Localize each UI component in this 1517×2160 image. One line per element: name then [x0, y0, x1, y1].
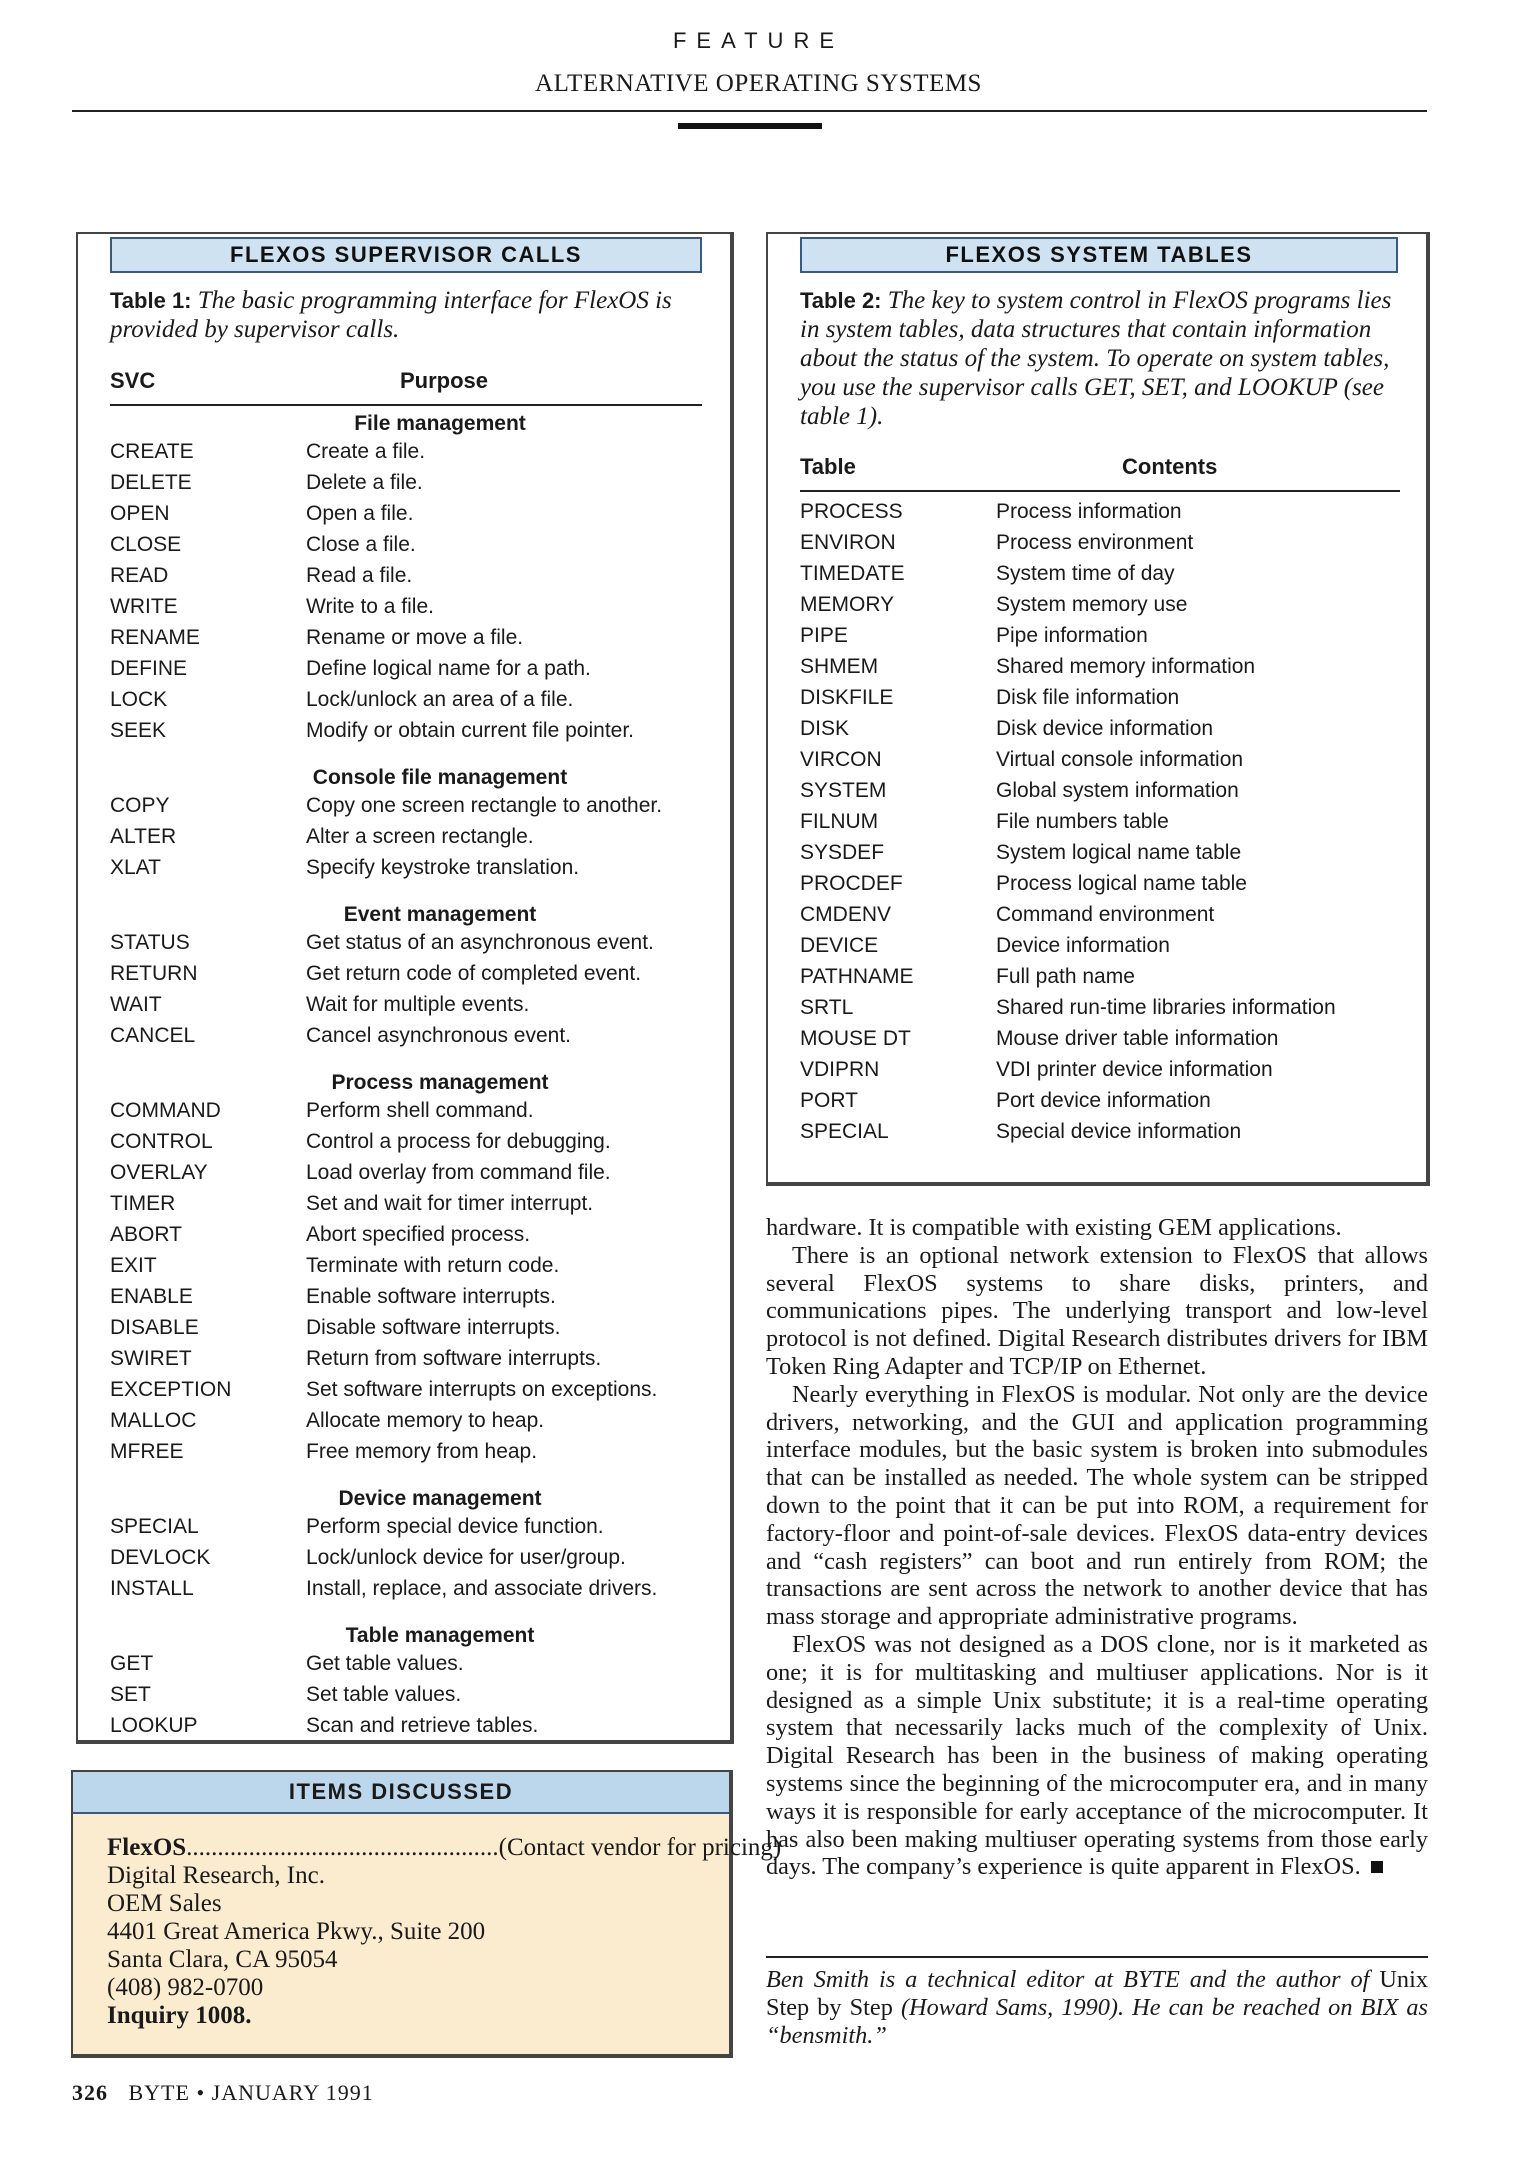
svc-purpose: Modify or obtain current file pointer. — [306, 719, 635, 742]
svc-row — [110, 1157, 710, 1188]
vendor-phone: (408) 982-0700 — [107, 1974, 264, 2001]
svc-purpose: Lock/unlock device for user/group. — [306, 1546, 626, 1569]
page-folio — [72, 2080, 374, 2106]
svc-name: MALLOC — [110, 1409, 197, 1432]
system-table-contents: Process environment — [996, 531, 1194, 554]
system-table-row — [800, 713, 1410, 744]
system-table-row — [800, 837, 1410, 868]
svc-purpose: Set software interrupts on exceptions. — [306, 1378, 658, 1401]
product-line — [107, 1834, 782, 1862]
svc-purpose: Terminate with return code. — [306, 1254, 560, 1277]
svc-name: CREATE — [110, 440, 194, 463]
svc-purpose: Get status of an asynchronous event. — [306, 931, 654, 954]
category-heading: Event management — [343, 903, 537, 926]
system-table-row — [800, 527, 1410, 558]
page-number: 326 — [72, 2080, 108, 2105]
system-table-name: TIMEDATE — [800, 562, 905, 585]
svc-purpose: Install, replace, and associate drivers. — [306, 1577, 658, 1600]
svc-purpose: Allocate memory to heap. — [306, 1409, 545, 1432]
system-tables-title: FLEXOS SYSTEM TABLES — [800, 237, 1398, 273]
system-table-name: CMDENV — [800, 903, 892, 926]
svc-name: DEFINE — [110, 657, 188, 680]
svc-purpose: Wait for multiple events. — [306, 993, 530, 1016]
svc-name: XLAT — [110, 856, 161, 879]
svc-row — [110, 1573, 710, 1604]
system-table-contents: Port device information — [996, 1089, 1211, 1112]
svc-name: SET — [110, 1683, 151, 1706]
bio-book-title: Unix Step by Step — [766, 1966, 1428, 2021]
svc-purpose: Delete a file. — [306, 471, 423, 494]
svc-row — [110, 1219, 710, 1250]
system-table-contents: VDI printer device information — [996, 1058, 1273, 1081]
end-mark-icon — [1371, 1861, 1383, 1873]
svc-name: COMMAND — [110, 1099, 221, 1122]
system-table-contents: Process information — [996, 500, 1182, 523]
svc-name: WRITE — [110, 595, 178, 618]
svc-purpose: Perform shell command. — [306, 1099, 534, 1122]
group-spacer — [110, 1467, 710, 1481]
system-table-name: SYSDEF — [800, 841, 885, 864]
svc-purpose: Return from software interrupts. — [306, 1347, 602, 1370]
system-table-contents: Virtual console information — [996, 748, 1244, 771]
svc-purpose: Close a file. — [306, 533, 416, 556]
svc-row — [110, 653, 710, 684]
svc-row — [110, 1436, 710, 1467]
system-table-name: MOUSE DT — [800, 1027, 911, 1050]
svc-purpose: Disable software interrupts. — [306, 1316, 561, 1339]
svc-purpose: Free memory from heap. — [306, 1440, 538, 1463]
system-table-contents: File numbers table — [996, 810, 1169, 833]
system-table-contents: Full path name — [996, 965, 1135, 988]
svc-name: OVERLAY — [110, 1161, 208, 1184]
system-table-row — [800, 1085, 1410, 1116]
table2-header-rule — [800, 490, 1400, 492]
svc-purpose: Enable software interrupts. — [306, 1285, 556, 1308]
system-table-row — [800, 682, 1410, 713]
svc-name: EXIT — [110, 1254, 157, 1277]
system-table-contents: Mouse driver table information — [996, 1027, 1279, 1050]
group-spacer — [110, 883, 710, 897]
system-table-contents: Pipe information — [996, 624, 1148, 647]
svc-purpose: Copy one screen rectangle to another. — [306, 794, 663, 817]
system-table-name: SPECIAL — [800, 1120, 889, 1143]
svc-name: EXCEPTION — [110, 1378, 232, 1401]
svc-purpose: Rename or move a file. — [306, 626, 524, 649]
svc-row — [110, 1542, 710, 1573]
system-table-row — [800, 589, 1410, 620]
inquiry-number: Inquiry 1008. — [107, 2002, 252, 2029]
article-paragraph: There is an optional network extension to FlexOS that allows several FlexOS systems to share disks, printers, and communications pipes. The underlying transport and low-level protocol is not defined. Digital Research distributes drivers for IBM Token Ring Adapter and TCP/IP on Ethernet. — [766, 1241, 1428, 1380]
svc-purpose: Get table values. — [306, 1652, 464, 1675]
svc-row — [110, 560, 710, 591]
supervisor-calls-title: FLEXOS SUPERVISOR CALLS — [110, 237, 702, 273]
issue-line: BYTE • JANUARY 1991 — [128, 2080, 374, 2105]
col-header-purpose: Purpose — [400, 368, 489, 393]
table2-caption-label: Table 2: — [800, 288, 882, 313]
svc-row — [110, 1710, 710, 1741]
svc-row — [110, 1511, 710, 1542]
system-table-row — [800, 775, 1410, 806]
table2-rows — [800, 496, 1410, 1147]
group-spacer — [110, 1604, 710, 1618]
svc-purpose: Set and wait for timer interrupt. — [306, 1192, 594, 1215]
category-heading: Process management — [331, 1071, 549, 1094]
svc-name: ALTER — [110, 825, 177, 848]
svc-name: SWIRET — [110, 1347, 192, 1370]
svc-name: COPY — [110, 794, 170, 817]
system-table-contents: Shared run-time libraries information — [996, 996, 1336, 1019]
svc-row — [110, 790, 710, 821]
system-table-row — [800, 992, 1410, 1023]
article-body — [766, 1214, 1428, 1881]
svc-purpose: Specify keystroke translation. — [306, 856, 580, 879]
table2-caption-text: The key to system control in FlexOS programs lies in system tables, data structures that contain information about the status of the system. To operate on system tables, you use the supervisor calls GET, SET, and LOOKUP (see table 1). — [800, 287, 1392, 430]
svc-row — [110, 989, 710, 1020]
category-heading: File management — [354, 412, 526, 435]
group-spacer — [110, 1051, 710, 1065]
category-heading: Table management — [345, 1624, 535, 1647]
system-table-contents: System memory use — [996, 593, 1188, 616]
system-table-name: DISK — [800, 717, 850, 740]
svc-name: DISABLE — [110, 1316, 199, 1339]
col-header-table: Table — [800, 454, 856, 479]
svc-purpose: Lock/unlock an area of a file. — [306, 688, 574, 711]
svc-row — [110, 1405, 710, 1436]
system-table-row — [800, 620, 1410, 651]
system-table-name: SHMEM — [800, 655, 879, 678]
svc-row — [110, 1188, 710, 1219]
svc-row — [110, 1020, 710, 1051]
system-table-row — [800, 558, 1410, 589]
svc-row — [110, 715, 710, 746]
svc-name: ENABLE — [110, 1285, 193, 1308]
system-table-contents: Process logical name table — [996, 872, 1247, 895]
svc-name: CANCEL — [110, 1024, 196, 1047]
system-table-name: PROCESS — [800, 500, 903, 523]
article-paragraph-last — [766, 1631, 1428, 1881]
svc-name: MFREE — [110, 1440, 184, 1463]
svc-name: GET — [110, 1652, 154, 1675]
system-table-row — [800, 496, 1410, 527]
system-table-contents: Global system information — [996, 779, 1239, 802]
system-table-row — [800, 930, 1410, 961]
system-tables-box — [766, 232, 1430, 1186]
system-table-name: ENVIRON — [800, 531, 896, 554]
svc-purpose: Perform special device function. — [306, 1515, 604, 1538]
article-paragraph: Nearly everything in FlexOS is modular. Not only are the device drivers, networking, and the GUI and application programming interface modules, but the basic system is broken into submodules that can be installed as needed. The whole system can be stripped down to the point that it can be put into ROM, a requirement for factory-floor and point-of-sale devices. FlexOS data-entry devices and “cash registers” can boot and run entirely from ROM; the transactions are sent across the network to another device that has mass storage and appropriate administrative programs. — [766, 1380, 1428, 1631]
svc-purpose: Set table values. — [306, 1683, 462, 1706]
system-table-name: SRTL — [800, 996, 854, 1019]
product-name: FlexOS — [107, 1834, 187, 1861]
svc-name: LOCK — [110, 688, 168, 711]
svc-purpose: Abort specified process. — [306, 1223, 531, 1246]
system-table-name: VIRCON — [800, 748, 882, 771]
vendor-company: Digital Research, Inc. — [107, 1862, 325, 1889]
svc-purpose: Load overlay from command file. — [306, 1161, 611, 1184]
svc-purpose: Scan and retrieve tables. — [306, 1714, 539, 1737]
svc-name: WAIT — [110, 993, 162, 1016]
svc-name: LOOKUP — [110, 1714, 198, 1737]
leader-dots: .................................................. — [186, 1834, 499, 1861]
system-table-name: SYSTEM — [800, 779, 887, 802]
svc-name: SEEK — [110, 719, 167, 742]
system-table-row — [800, 806, 1410, 837]
system-table-name: VDIPRN — [800, 1058, 880, 1081]
svc-purpose: Alter a screen rectangle. — [306, 825, 534, 848]
svc-row — [110, 852, 710, 883]
system-table-contents: Command environment — [996, 903, 1215, 926]
svc-purpose: Cancel asynchronous event. — [306, 1024, 571, 1047]
svc-name: TIMER — [110, 1192, 176, 1215]
svc-row — [110, 1312, 710, 1343]
system-table-name: PIPE — [800, 624, 848, 647]
svc-name: INSTALL — [110, 1577, 194, 1600]
items-discussed-body — [73, 1814, 782, 2030]
svc-purpose: Read a file. — [306, 564, 413, 587]
system-table-row — [800, 961, 1410, 992]
system-table-contents: Device information — [996, 934, 1170, 957]
system-table-contents: System logical name table — [996, 841, 1242, 864]
product-price: (Contact vendor for pricing) — [498, 1834, 782, 1861]
svc-purpose: Define logical name for a path. — [306, 657, 591, 680]
svc-purpose: Write to a file. — [306, 595, 434, 618]
svc-row — [110, 1374, 710, 1405]
category-heading: Device management — [338, 1487, 542, 1510]
system-table-name: PORT — [800, 1089, 858, 1112]
svc-row — [110, 1343, 710, 1374]
svc-name: STATUS — [110, 931, 190, 954]
svc-name: ABORT — [110, 1223, 182, 1246]
svc-row — [110, 927, 710, 958]
svc-row — [110, 1095, 710, 1126]
system-table-row — [800, 868, 1410, 899]
svc-purpose: Create a file. — [306, 440, 426, 463]
svc-name: RENAME — [110, 626, 200, 649]
system-table-row — [800, 651, 1410, 682]
svc-row — [110, 958, 710, 989]
svc-name: RETURN — [110, 962, 198, 985]
table1-caption-text: The basic programming interface for FlexOS is provided by supervisor calls. — [110, 287, 672, 343]
svc-name: DEVLOCK — [110, 1546, 211, 1569]
author-bio — [766, 1966, 1428, 2049]
article-paragraph: hardware. It is compatible with existing GEM applications. — [766, 1214, 1342, 1241]
system-table-contents: Special device information — [996, 1120, 1242, 1143]
svc-row — [110, 591, 710, 622]
items-discussed-box — [71, 1770, 782, 2058]
system-table-name: FILNUM — [800, 810, 879, 833]
system-table-contents: Shared memory information — [996, 655, 1256, 678]
header-bar — [678, 123, 822, 129]
svc-name: SPECIAL — [110, 1515, 199, 1538]
bio-text-1: Ben Smith is a technical editor at BYTE and the author of — [766, 1966, 1370, 1993]
svc-name: CLOSE — [110, 533, 182, 556]
system-table-row — [800, 899, 1410, 930]
items-discussed-title: ITEMS DISCUSSED — [73, 1772, 729, 1814]
svc-row — [110, 436, 710, 467]
system-table-contents: Disk device information — [996, 717, 1214, 740]
system-table-name: MEMORY — [800, 593, 895, 616]
table1-rows — [110, 406, 710, 1741]
header-rule — [72, 110, 1427, 112]
col-header-contents: Contents — [1122, 454, 1218, 479]
svc-name: CONTROL — [110, 1130, 213, 1153]
system-table-row — [800, 1116, 1410, 1147]
supervisor-calls-box — [76, 232, 734, 1744]
svc-purpose: Control a process for debugging. — [306, 1130, 611, 1153]
svc-row — [110, 1281, 710, 1312]
svc-name: DELETE — [110, 471, 192, 494]
svc-row — [110, 498, 710, 529]
svc-row — [110, 1648, 710, 1679]
group-spacer — [110, 746, 710, 760]
svc-name: READ — [110, 564, 169, 587]
svc-purpose: Get return code of completed event. — [306, 962, 642, 985]
svc-row — [110, 1126, 710, 1157]
svc-row — [110, 684, 710, 715]
vendor-street: 4401 Great America Pkwy., Suite 200 — [107, 1918, 486, 1945]
table1-caption — [110, 286, 700, 344]
bio-rule — [766, 1956, 1428, 1958]
article-paragraph-text: FlexOS was not designed as a DOS clone, nor is it marketed as one; it is for multitasking and multiuser applications. Nor is it designed as a simple Unix substitute; it is a real-time operating system that necessarily lacks much of the complexity of Unix. Digital Research has been in the business of making operating systems since the beginning of the microcomputer era, and in many ways it is responsible for early acceptance of the microcomputer. It has also been making multiuser operating systems from those early days. The company’s experience is quite apparent in FlexOS. — [766, 1630, 1428, 1881]
table1-caption-label: Table 1: — [110, 288, 192, 313]
system-table-name: PROCDEF — [800, 872, 903, 895]
table2-caption — [800, 286, 1392, 431]
svc-row — [110, 821, 710, 852]
system-table-row — [800, 1023, 1410, 1054]
system-table-contents: System time of day — [996, 562, 1175, 585]
system-table-row — [800, 744, 1410, 775]
vendor-city: Santa Clara, CA 95054 — [107, 1946, 338, 1973]
svc-row — [110, 1679, 710, 1710]
svc-name: OPEN — [110, 502, 170, 525]
system-table-row — [800, 1054, 1410, 1085]
bio-text-2: (Howard Sams, 1990). He can be reached on BIX as “bensmith.” — [766, 1993, 1429, 2049]
svc-row — [110, 467, 710, 498]
category-heading: Console file management — [312, 766, 568, 789]
system-table-name: DEVICE — [800, 934, 879, 957]
system-table-name: PATHNAME — [800, 965, 914, 988]
system-table-name: DISKFILE — [800, 686, 894, 709]
svc-row — [110, 622, 710, 653]
col-header-svc: SVC — [110, 368, 156, 393]
vendor-department: OEM Sales — [107, 1890, 222, 1917]
section-title: ALTERNATIVE OPERATING SYSTEMS — [535, 70, 982, 97]
system-table-contents: Disk file information — [996, 686, 1180, 709]
svc-row — [110, 529, 710, 560]
svc-row — [110, 1250, 710, 1281]
page-kicker: FEATURE — [672, 28, 845, 53]
svc-purpose: Open a file. — [306, 502, 414, 525]
